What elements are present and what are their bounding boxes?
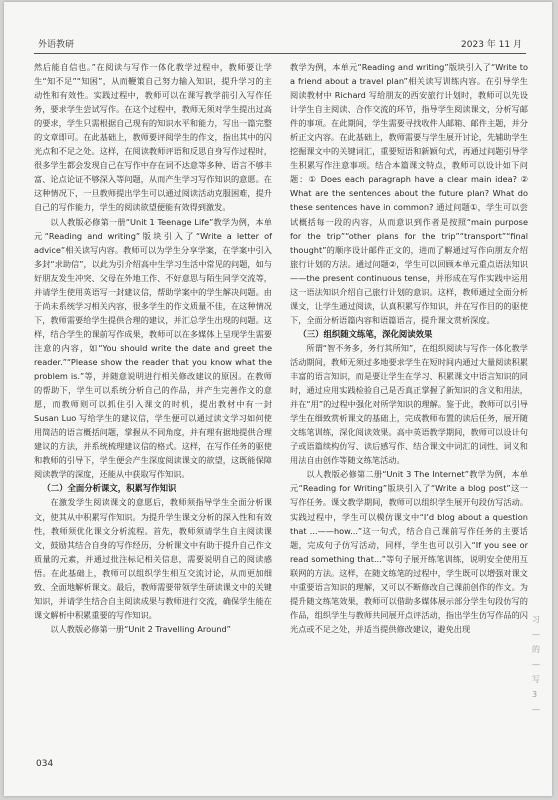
paragraph: 以人教版必修第一册“Unit 1 Teenage Life”教学为例，本单元“Reading and writing”版块引入了“Write a letter of advice”相关读写内容。教师可以为学生分享学案，在学案中引入多封“求助信”，以此为引介绍高中生学习生活中常见的问题，如与好朋友发生冲突、父母在外地工作、不好意思与陌生同学交流等，并请学生使用英语写一封建议信，帮助学案中的学生解决问题。由于尚未系统学习相关内容，很多学生的作文质量不佳，在这种情况下，教师需要给学生提供合理的建议，并汇总学生出现的问题。这样，结合学生的课前写作成果，教师可以在多媒体上呈现学生需要注意的内容，如“You should write the date and greet the reader.”“Please show the reader that you know what the problem is.”等，并随意说明进行相关修改建议的原因。在教师的帮助下，学生可以系统分析自己的作品，并产生完善作文的意愿，而教师则可以抓住引入课文的时机，提出教材中有一封 Susan Luo 写给学生的建议信，学生便可以通过读文学习如何使用简洁的语言概括问题，掌握从不同角度，并有理有据地提供合理建议的方法，并系统梳理建议信的格式。这样，在写作任务的驱使和教师的引导下，学生便会产生深度阅读课文的欲望，这既能保障阅读教学的深度，还能从中获取写作知识。 — [34, 216, 272, 480]
right-column — [290, 60, 528, 636]
paragraph: 以人教版必修第一册“Unit 2 Travelling Around” — [50, 623, 231, 634]
section-heading: （三）组织随文练笔，深化阅读效果 — [298, 328, 433, 339]
paragraph: 然后能自信也。”在阅读与写作一体化教学过程中，教师要让学生“知不足”“知困”，从而鞭策自己努力输入知识，提升学习的主动性和有效性。实践过程中，教师可以在课写教学前引入写作任务，要求学生尝试写作。在这个过程中，教师无须对学生提出过高的要求，学生只需根据自己现有的知识水平和能力，写出一篇完整的文章即可。在此基础上，教师要评阅学生的作文，指出其中的闪光点和不足之处。这样，在阅读教师评语和反思自身写作过程时，很多学生都会发现自己在写作中存在词不达意等多种、语言不够丰富、论点论证不够深入等问题，从而产生学习写作知识的意愿。在这种情况下，一旦教师提出学生可以通过阅读活动克服困难，提升自己的写作能力，学生的阅读欲望便能有效得到激发。 — [34, 62, 272, 213]
paragraph: 教学为例，本单元“Reading and writing”版块引入了“Write to a friend about a travel plan”相关读写训练内容。在引导学生阅读教材中 Richard 写给朋友的西安旅行计划时，教师可以先设计学生自主阅读、合作交流的环节，指导学生阅读课文，分析写邮件的事项。在此期间，学生需要寻找收件人邮箱、邮件主题，并分析正文内容。在此基础上，教师需要与学生展开讨论，先辅助学生挖掘课文中的关键词汇，重要短语和新颖句式，再通过问题引导学生积累写作注意事项。结合本篇课文特点，教师可以设计如下问题：① Does each paragraph have a clear main idea? ② What are the sentences about the future plan? What do these sentences have in common? 通过问题①，学生可以尝试概括每一段的内容，从而意识到作者是按照“main purpose for the trip”“other plans for the trip”“transport”“final thought”的顺序设计邮件正文的，进而了解通过写作向朋友介绍旅行计划的方法。通过问题②，学生可以回顾本单元重点语法知识——the present continuous tense，并形成在写作实践中运用这一语法知识介绍自己旅行计划的意识。这样，教师通过全面分析课文，让学生通过阅读，认真积累写作知识，并在写作目的的驱使下，全面分析语篇内容和语篇语言，提升课文赏析深度。 — [290, 62, 528, 325]
header-rule — [34, 53, 526, 54]
journal-page — [4, 2, 552, 796]
journal-name: 外语教研 — [38, 40, 75, 50]
running-head — [34, 36, 526, 50]
left-column — [34, 60, 272, 636]
paragraph: 所谓“智不务多，务行其所知”，在组织阅读与写作一体化教学活动期间，教师无须过多地要求学生在短时间内通过大量阅读积累丰富的语言知识，而是要让学生在学习、积累课文中语言知识的同时，通过应用实践检验自己是否真正掌握了新知识的含义和用法，并在“用”的过程中强化对所学知识的理解。鉴于此，教师可以引导学生在细致赏析课文的基础上，完成教师布置的读后任务，展开随文练笔训练，深化阅读效果。高中英语教学期间，教师可以设计句子或语篇续构仿写、读后感写作、结合课文中词汇的词性、词义和用法自由创作等随文练笔活动。 — [290, 342, 528, 466]
page-number: 034 — [36, 759, 54, 769]
section-heading: （二）全面分析课文，积累写作知识 — [42, 483, 177, 494]
paragraph: 在激发学生阅读课文的意愿后，教师须指导学生全面分析课文，使其从中积累写作知识。为提升学生课文分析的深入性和有效性，教师须优化课文分析流程。首先，教师须请学生自主阅读课文，鼓励其结合自身的写作经历，分析课文中有助于提升自己作文质量的元素，并通过批注标记相关信息，需要说明自己的阅读感悟。在此基础上，教师可以组织学生相互交流讨论，从而更加细致、全面地解析课文。最后，教师需要带领学生研读课文中的关键知识，并请学生结合自主阅读成果与教师进行交流，确保学生能在课文解析中积累重要的写作知识。 — [34, 497, 272, 620]
margin-bleed-text: 习 — 的 — 写 3 — — [532, 615, 540, 714]
paragraph: 以人教版必修第二册“Unit 3 The Internet”教学为例，本单元“Reading for Writing”版块引入了“Write a blog post”这一写作任务。课文教学期间，教师可以组织学生展开句段仿写活动。实践过程中，学生可以模仿课文中“I’d blog about a question that ...——how...”这一句式，结合自己课前写作任务的主要话题，完成句子仿写活动，同样，学生也可以引入“If you see or read something that...”等句子展开练笔训练，说明安全使用互联网的方法。这样，在随文练笔的过程中，学生既可以增强对课文中重要语言知识的理解，又可以不断修改自己课前创作的作文。为提升随文练笔效果，教师可以借助多媒体展示部分学生句段仿写的作品，组织学生与教师共同展开点评活动，指出学生仿写作品的闪光点或不足之处，并适当提供修改建议，避免出现 — [290, 469, 528, 634]
issue-date: 2023 年 11 月 — [461, 40, 522, 50]
